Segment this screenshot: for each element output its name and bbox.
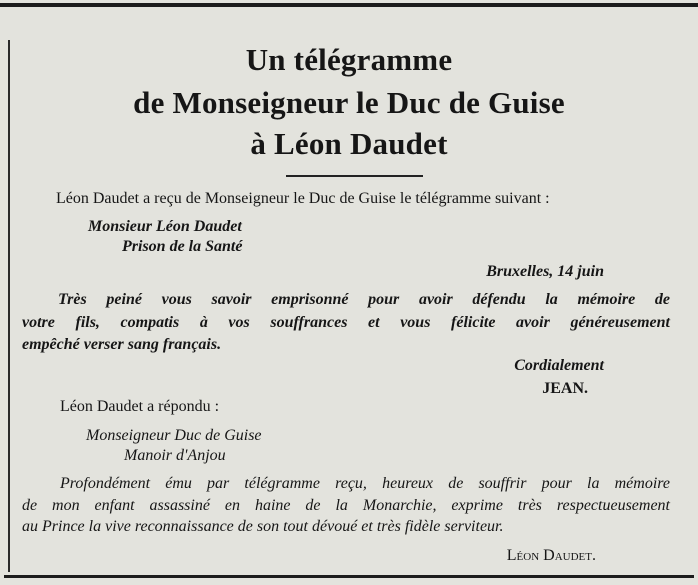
reply-addressee-line-1: Monseigneur Duc de Guise — [86, 427, 262, 444]
reply-signature: Léon Daudet. — [506, 547, 596, 564]
telegram-closing: Cordialement — [514, 357, 604, 374]
headline-separator — [286, 175, 423, 177]
telegram-signature: JEAN. — [542, 380, 588, 397]
headline-line-1: Un télégramme — [245, 42, 453, 77]
telegram-place-date: Bruxelles, 14 juin — [486, 263, 604, 280]
headline-line-3: à Léon Daudet — [250, 126, 448, 161]
reply-intro: Léon Daudet a répondu : — [60, 398, 220, 415]
reply-body-line-3: au Prince la vive reconnaissance de son tout dévoué et très fidèle serviteur. — [22, 518, 504, 535]
reply-addressee-line-2: Manoir d'Anjou — [124, 447, 226, 464]
reply-body-line-2: de mon enfant assassiné en haine de la Monarchie, exprime très respectueusement — [22, 497, 670, 514]
reply-body-line-1: Profondément ému par télégramme reçu, heureux de souffrir pour la mémoire — [60, 475, 670, 492]
telegram-addressee-line-2: Prison de la Santé — [122, 238, 243, 255]
telegram-addressee-line-1: Monsieur Léon Daudet — [88, 218, 242, 235]
intro-text: Léon Daudet a reçu de Monseigneur le Duc de Guise le télégramme suivant : — [56, 190, 550, 207]
headline-line-2: de Monseigneur le Duc de Guise — [133, 85, 565, 120]
telegram-body-line-1: Très peiné vous savoir emprisonné pour avoir défendu la mémoire de — [58, 291, 670, 308]
telegram-body-line-3: empêché verser sang français. — [22, 336, 222, 353]
bottom-rule — [4, 575, 694, 578]
top-rule — [0, 3, 698, 7]
telegram-body-line-2: votre fils, compatis à vos souffrances et vous félicite avoir généreusement — [22, 314, 670, 331]
